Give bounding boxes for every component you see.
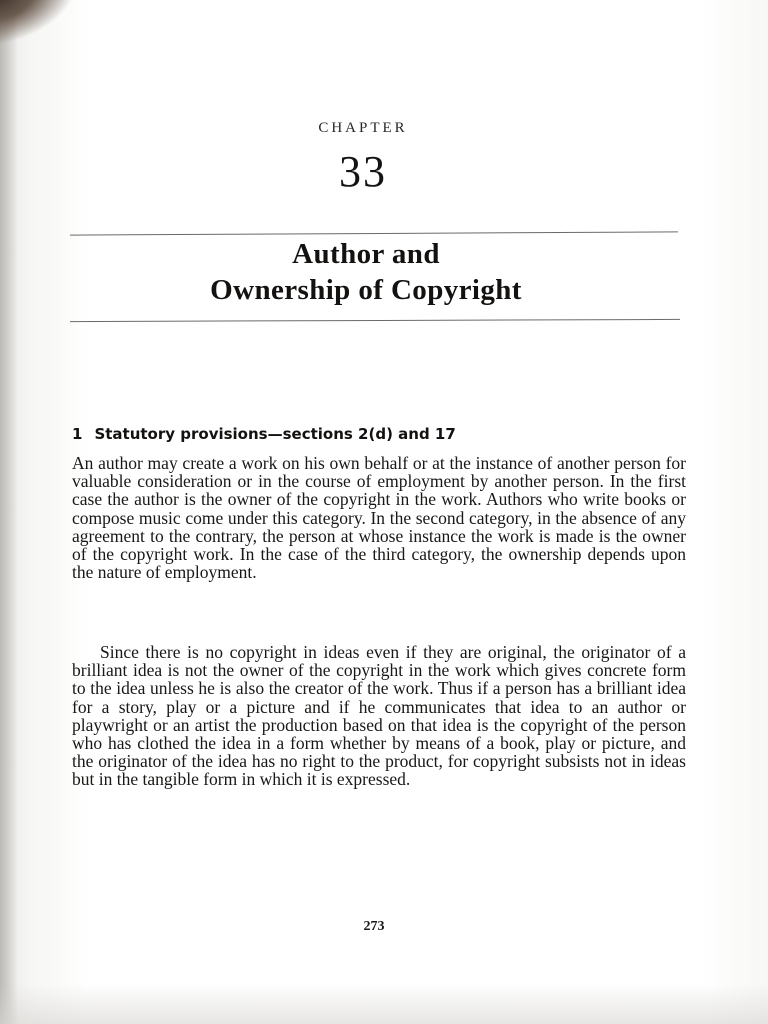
bottom-shadow xyxy=(0,984,768,1024)
chapter-label: CHAPTER xyxy=(318,120,408,136)
section-heading-text: Statutory provisions—sections 2(d) and 17 xyxy=(94,425,456,443)
chapter-number: 33 xyxy=(339,147,387,196)
section-number: 1 xyxy=(72,425,83,443)
chapter-title-line-2: Ownership of Copyright xyxy=(210,274,522,306)
chapter-title xyxy=(0,236,732,308)
paragraph-2: Since there is no copyright in ideas even if they are original, the originator of a brilliant idea is not the owner of the copyright in the work which gives concrete form to the idea unless he is also the creator of the work. Thus if a person has a brilliant idea for a story, play or a picture and if he communicates that idea to an author or playwright or an artist the production based on that idea is the copyright of the person who has clothed the idea in a form whether by means of a book, play or picture, and the originator of the idea has no right to the product, for copyright subsists not in ideas but in the tangible form in which it is expressed. xyxy=(72,642,686,790)
title-rule-bottom xyxy=(70,319,680,322)
page-number: 273 xyxy=(363,919,385,934)
paragraph-1: An author may create a work on his own behalf or at the instance of another person for valuable consideration or in the course of employment by another person. In the first case the author is the owner of the copyright in the work. Authors who write books or compose music come under this category. In the second category, in the absence of any agreement to the contrary, the person at whose instance the work is made is the owner of the copyright work. In the case of the third category, the ownership depends upon the nature of employment. xyxy=(72,453,686,583)
section-heading xyxy=(72,425,456,443)
chapter-title-line-1: Author and xyxy=(292,238,440,270)
title-rule-top xyxy=(70,231,678,235)
